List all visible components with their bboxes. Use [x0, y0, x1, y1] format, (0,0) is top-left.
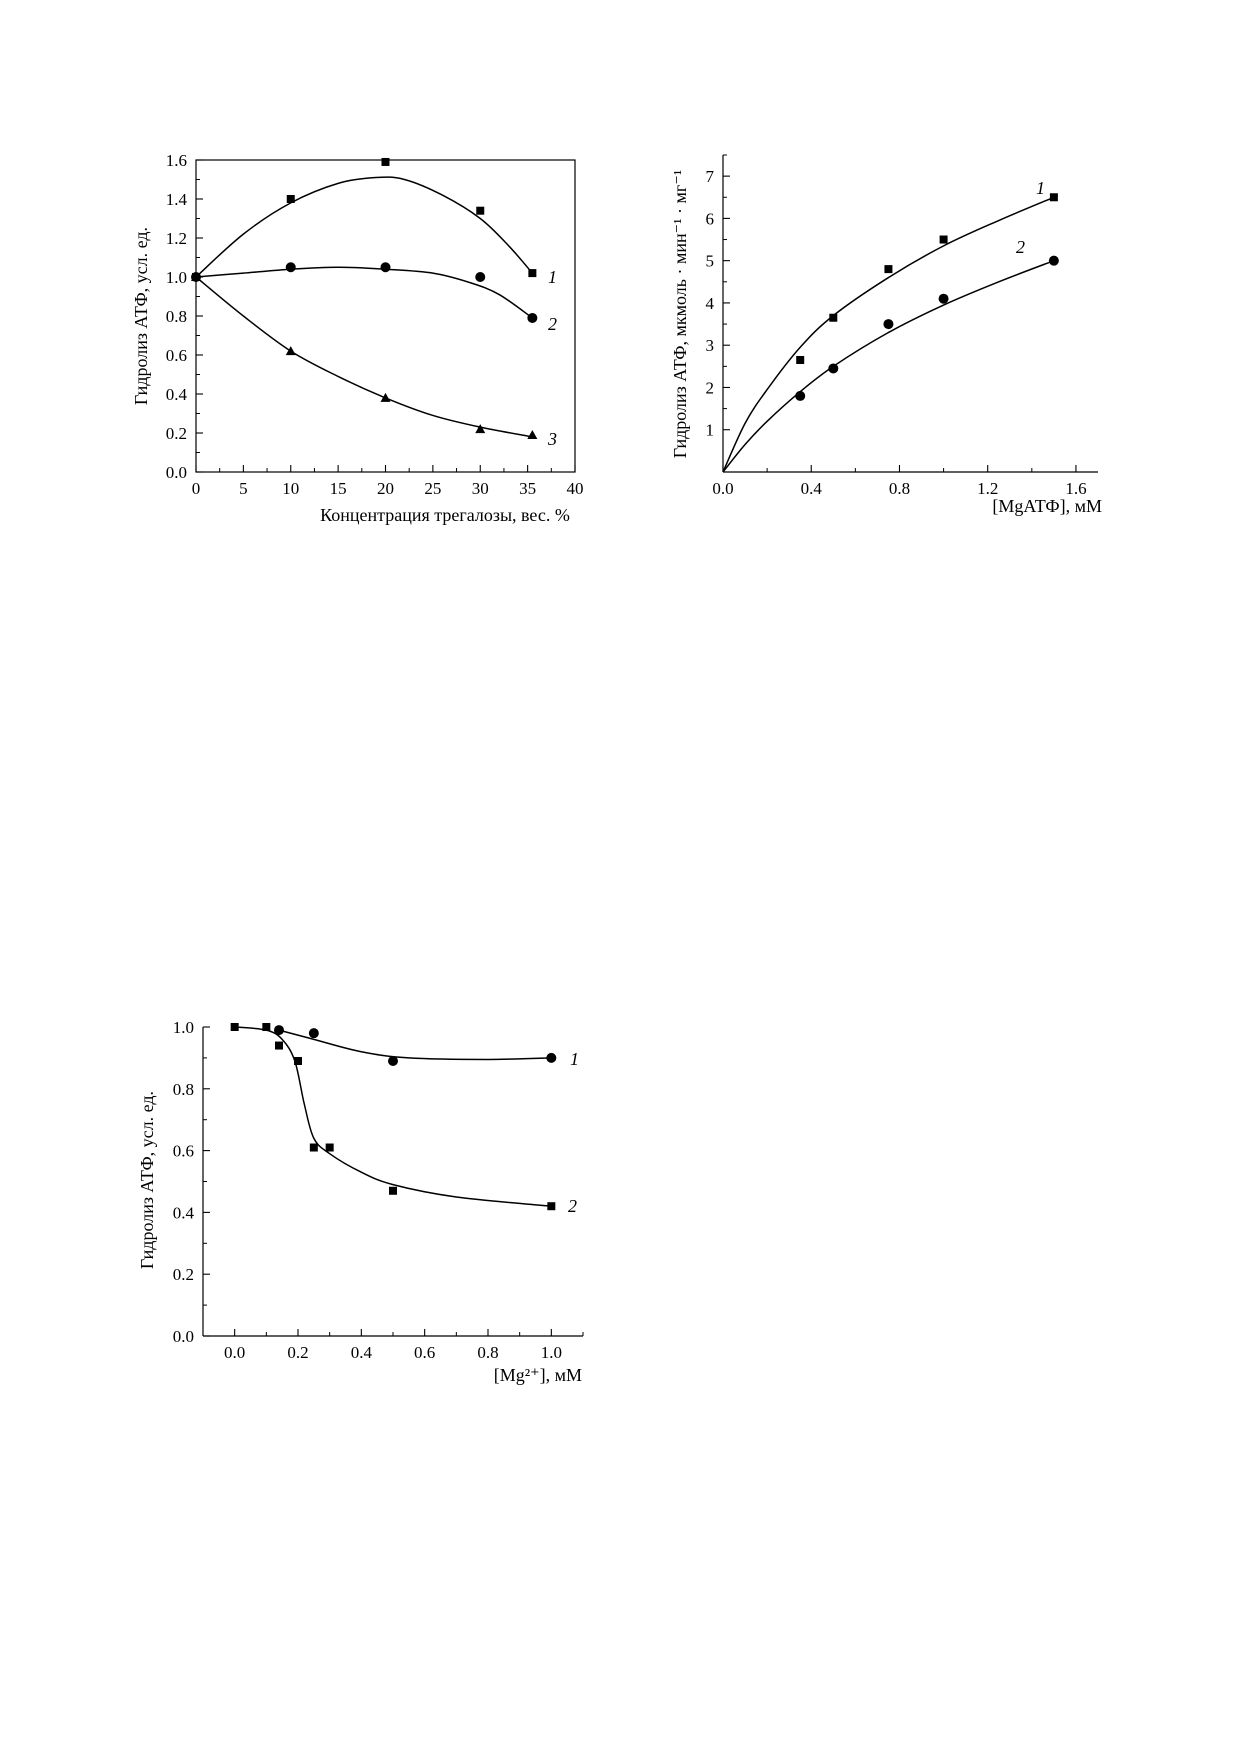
y-tick-label: 3 [705, 336, 714, 356]
data-point-square [382, 158, 390, 166]
series-line [723, 197, 1054, 472]
series-1 [192, 158, 557, 287]
x-tick-label: 1.2 [977, 479, 999, 498]
x-tick-label: 5 [239, 479, 248, 498]
chart-3 [137, 1018, 583, 1385]
data-point-circle [546, 1053, 556, 1063]
data-point-circle [828, 363, 838, 373]
series-line [196, 277, 532, 437]
chart-2 [670, 155, 1102, 516]
curve-label: 1 [1036, 178, 1045, 198]
y-axis-label: Гидролиз АТФ, усл. ед. [137, 1090, 157, 1270]
y-tick-label: 0.4 [165, 385, 187, 404]
data-point-square [275, 1042, 283, 1050]
data-point-square [262, 1023, 270, 1031]
y-tick-label: 0.8 [172, 1079, 194, 1099]
data-point-circle [286, 262, 296, 272]
y-axis-label: Гидролиз АТФ, усл. ед. [131, 226, 151, 406]
y-tick-label: 1 [705, 420, 714, 440]
data-point-square [310, 1144, 318, 1152]
data-point-circle [1049, 256, 1059, 266]
data-point-square [829, 314, 837, 322]
data-point-square [796, 356, 804, 364]
data-point-circle [388, 1056, 398, 1066]
y-tick-label: 0.2 [165, 424, 187, 443]
data-point-triangle [381, 393, 391, 402]
y-tick-label: 0.6 [165, 346, 187, 365]
curve-label: 2 [568, 1196, 577, 1216]
x-tick-label: 0.8 [888, 479, 911, 498]
data-point-square [389, 1187, 397, 1195]
series-line [196, 177, 532, 277]
x-tick-label: 1.6 [1065, 479, 1087, 498]
curve-label: 3 [548, 429, 557, 449]
x-tick-label: 0.0 [224, 1343, 246, 1362]
data-point-square [547, 1202, 555, 1210]
y-tick-label: 4 [705, 293, 714, 313]
y-tick-label: 0.4 [172, 1203, 194, 1223]
y-tick-label: 6 [705, 209, 714, 229]
chart-1 [131, 151, 584, 525]
data-point-square [326, 1144, 334, 1152]
x-axis-label: Концентрация трегалозы, вес. % [320, 505, 570, 525]
plot-frame [196, 160, 575, 472]
x-tick-label: 0.4 [800, 479, 822, 498]
data-point-square [231, 1023, 239, 1031]
x-tick-label: 0.6 [414, 1343, 436, 1362]
data-point-square [294, 1057, 302, 1065]
data-point-triangle [527, 430, 537, 439]
x-tick-label: 20 [377, 479, 394, 498]
data-point-circle [939, 294, 949, 304]
series-1 [231, 1023, 579, 1210]
y-tick-label: 2 [705, 378, 714, 398]
x-tick-label: 0.4 [350, 1343, 372, 1362]
data-point-square [1050, 193, 1058, 201]
x-tick-label: 25 [424, 479, 442, 498]
x-tick-label: 35 [519, 479, 537, 498]
data-point-square [476, 207, 484, 215]
data-point-circle [527, 313, 537, 323]
series-line [235, 1027, 552, 1206]
curve-label: 2 [1016, 237, 1025, 257]
data-point-circle [274, 1025, 284, 1035]
x-tick-label: 1.0 [540, 1343, 562, 1362]
y-tick-label: 0.0 [165, 463, 187, 482]
y-tick-label: 1.4 [165, 190, 187, 209]
x-tick-label: 0.0 [712, 479, 734, 498]
y-tick-label: 5 [705, 251, 714, 271]
x-axis-label: [MgАТФ], мМ [992, 496, 1102, 516]
data-point-circle [883, 319, 893, 329]
data-point-triangle [286, 346, 296, 355]
y-tick-label: 0.6 [172, 1141, 194, 1161]
y-tick-label: 1.0 [172, 1018, 194, 1037]
series-3 [191, 272, 557, 449]
y-tick-label: 1.0 [165, 268, 187, 287]
x-tick-label: 30 [471, 479, 489, 498]
series-2 [274, 1025, 577, 1216]
data-point-circle [795, 391, 805, 401]
x-tick-label: 0 [191, 479, 201, 498]
curve-label: 1 [570, 1049, 579, 1069]
series-2 [191, 262, 557, 334]
x-tick-label: 0.8 [477, 1343, 499, 1362]
curve-label: 2 [548, 314, 557, 334]
x-tick-label: 10 [282, 479, 300, 498]
data-point-square [287, 195, 295, 203]
y-tick-label: 1.6 [165, 151, 187, 170]
data-point-square [528, 269, 536, 277]
y-tick-label: 7 [705, 167, 714, 187]
series-line [723, 261, 1054, 472]
data-point-square [940, 236, 948, 244]
y-tick-label: 1.2 [165, 229, 187, 248]
y-axis-label: Гидролиз АТФ, мкмоль · мин⁻¹ · мг⁻¹ [670, 169, 690, 459]
y-tick-label: 0.2 [172, 1265, 194, 1285]
data-point-circle [309, 1028, 319, 1038]
x-tick-label: 40 [566, 479, 584, 498]
data-point-circle [475, 272, 485, 282]
curve-label: 1 [548, 267, 557, 287]
y-tick-label: 0.0 [172, 1327, 194, 1346]
x-tick-label: 0.2 [287, 1343, 309, 1362]
data-point-square [884, 265, 892, 273]
x-axis-label: [Mg²⁺], мМ [493, 1365, 582, 1385]
y-tick-label: 0.8 [165, 307, 187, 326]
data-point-circle [381, 262, 391, 272]
series-line [279, 1030, 551, 1059]
x-tick-label: 15 [329, 479, 347, 498]
